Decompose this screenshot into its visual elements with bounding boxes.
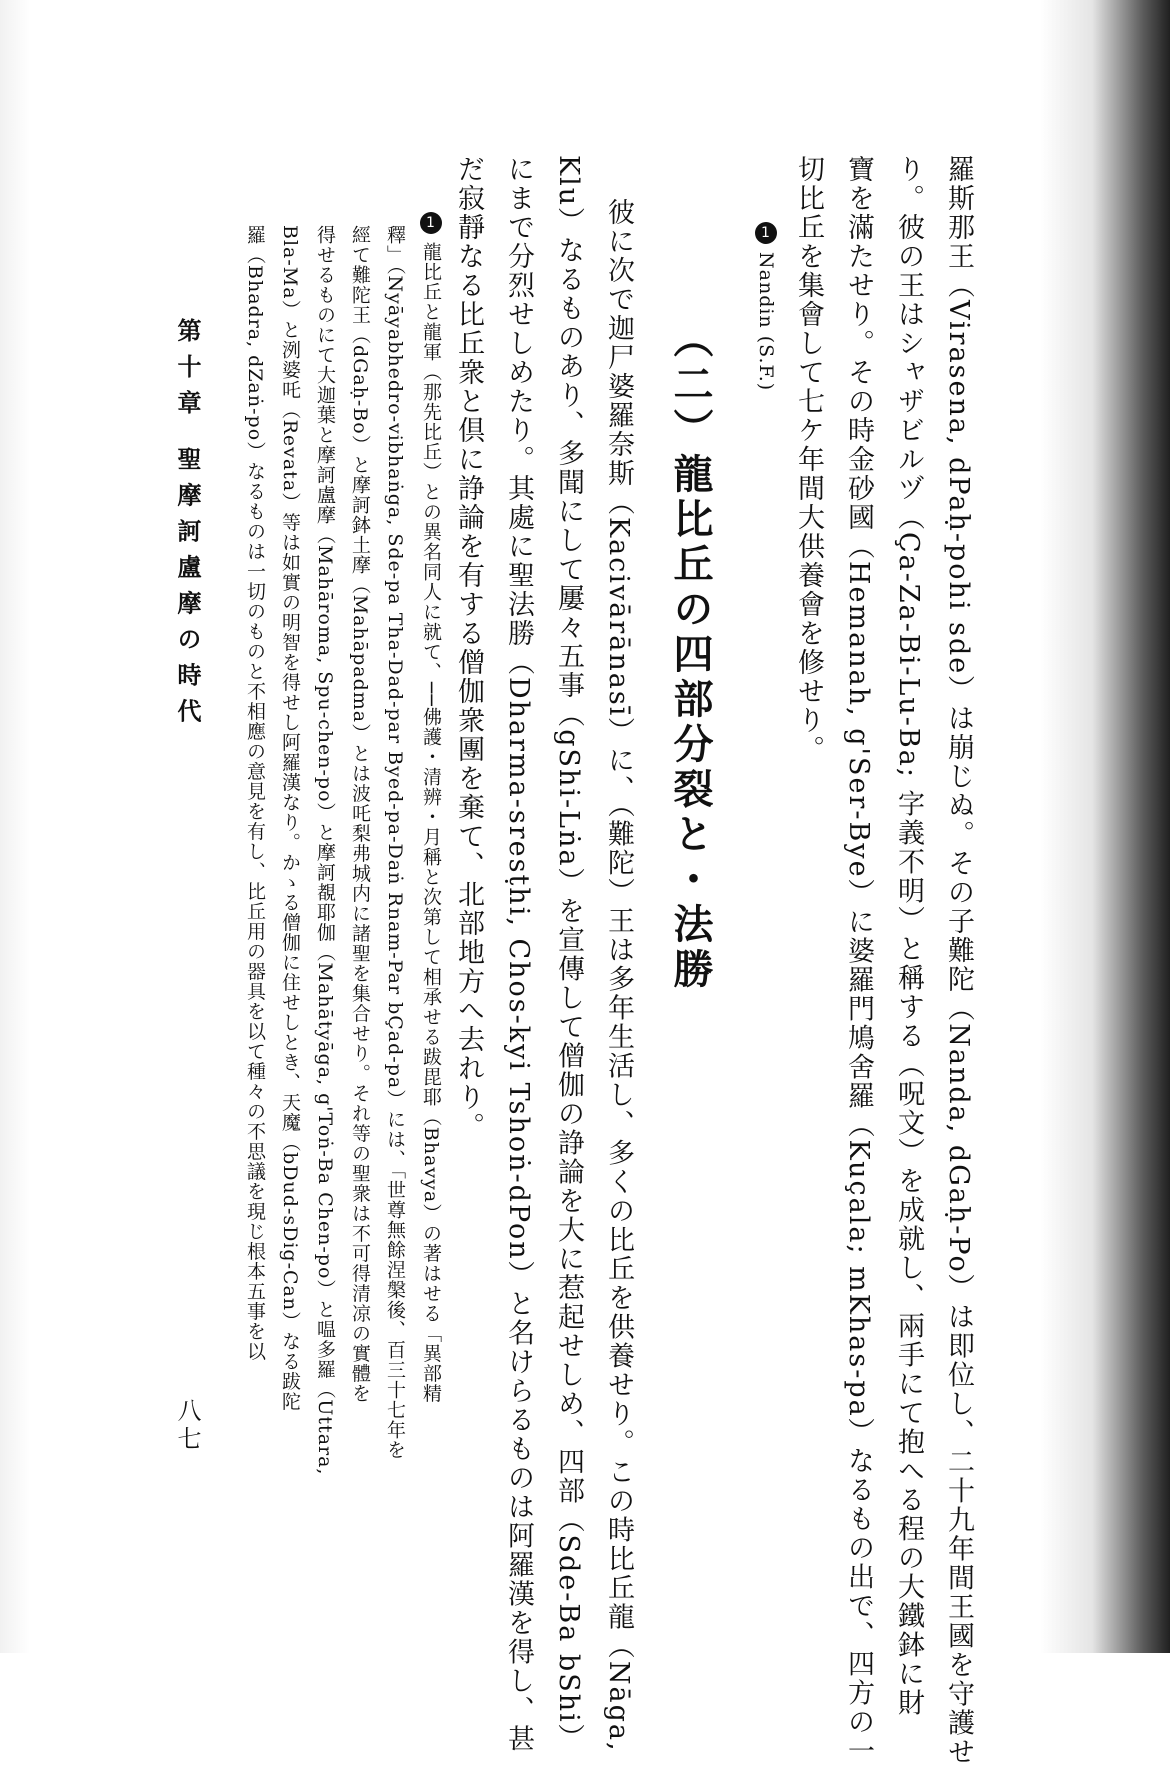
footnote-top (755, 222, 777, 391)
running-footer: 第十章 聖摩訶盧摩の時代 (173, 318, 202, 735)
body-line-2: り。彼の王はシャザビルヅ（Ça-Za-Bi-Lu-Ba; 字義不明）と稱する（呪文）を成就し、兩手にて抱へる程の大鐵鉢に財 (893, 155, 924, 1718)
section-line-3: にまで分烈せしめたり。其處に聖法勝（Dharma-sresṭhi, Chos-kyi Tshoṅ-dPon）と名けらるものは阿羅漢を得し、甚 (503, 155, 534, 1754)
note-line-1-text: 龍比丘と龍軍（那先比丘）との異名同人に就て、──佛護・清辨・月稱と次第して相承せる跋毘耶（Bhavya）の著はせる「異部精 (420, 242, 442, 1404)
footnote-top-text: Nandin (S.F.) (755, 252, 777, 392)
note-line-3: 經て難陀王（dGaḥ-Bo）と摩訶鉢土摩（Mahāpadma）とは波吒梨弗城内に諸聖を集合せり。それ等の聖衆は不可得清凉の實體を (349, 225, 371, 1404)
note-marker-icon: 1 (420, 212, 442, 234)
page-number: 八七 (173, 1398, 201, 1454)
note-line-1 (420, 212, 442, 1403)
note-marker-icon: 1 (755, 222, 777, 244)
section-line-1: 彼に次で迦尸婆羅奈斯（Kacivārānasī）に、（難陀）王は多年生活し、多くの比丘を供養せり。この時比丘龍（Nāga, (603, 198, 634, 1753)
note-line-6: 羅（Bhadra, dZaṅ-po）なるものは一切のものと不相應の意見を有し、比丘用の器具を以て種々の不思議を現じ根本五事を以 (244, 225, 266, 1362)
page-binding-shadow (1040, 0, 1170, 1653)
section-line-2: Klu）なるものあり、多聞にして屢々五事（gShi-Lṅa）を宣傳して僧伽の諍論を大に惹起せしめ、四部（Sde-Ba bShi） (553, 155, 584, 1753)
section-heading: （二）龍比丘の四部分裂と・法勝 (667, 318, 714, 993)
page-left-edge (0, 0, 30, 1653)
body-line-4: 切比丘を集會して七ケ年間大供養會を修せり。 (793, 155, 824, 764)
note-line-5: Bla-Ma）と洌婆吒（Revata）等は如實の明智を得せし阿羅漢なり。かゝる僧伽に住せしとき、天魔（bDud-sDig-Can）なる跋陀 (279, 225, 301, 1412)
note-line-2: 釋」（Nyāyabhedro-vibhaṅga, Sde-pa Tha-Dad-par Byed-pa-Daṅ Rnam-Par bÇad-pa）には、「世尊無餘涅槃後、百三十七年を (384, 225, 406, 1460)
body-line-1: 羅斯那王（Virasena, dPaḥ-pohi sde）は崩じぬ。その子難陀（Nanda, dGaḥ-Po）は即位し、二十九年間王國を守護せ (943, 155, 974, 1767)
note-line-4: 得せるものにて大迦葉と摩訶盧摩（Mahāroma, Spu-chen-po）と摩訶覩耶伽（Mahātyāga, g'Toṅ-Ba Chen-po）と嗢多羅（Uttara, (314, 225, 336, 1476)
section-line-4: だ寂靜なる比丘衆と倶に諍論を有する僧伽衆團を棄て、北部地方へ去れり。 (453, 155, 484, 1141)
body-line-3: 寶を滿たせり。その時金砂國（Hemanah, g'Ser-Bye）に婆羅門鳩舍羅（Kuçala; mKhas-pa）なるもの出で、四方の一 (843, 155, 874, 1766)
